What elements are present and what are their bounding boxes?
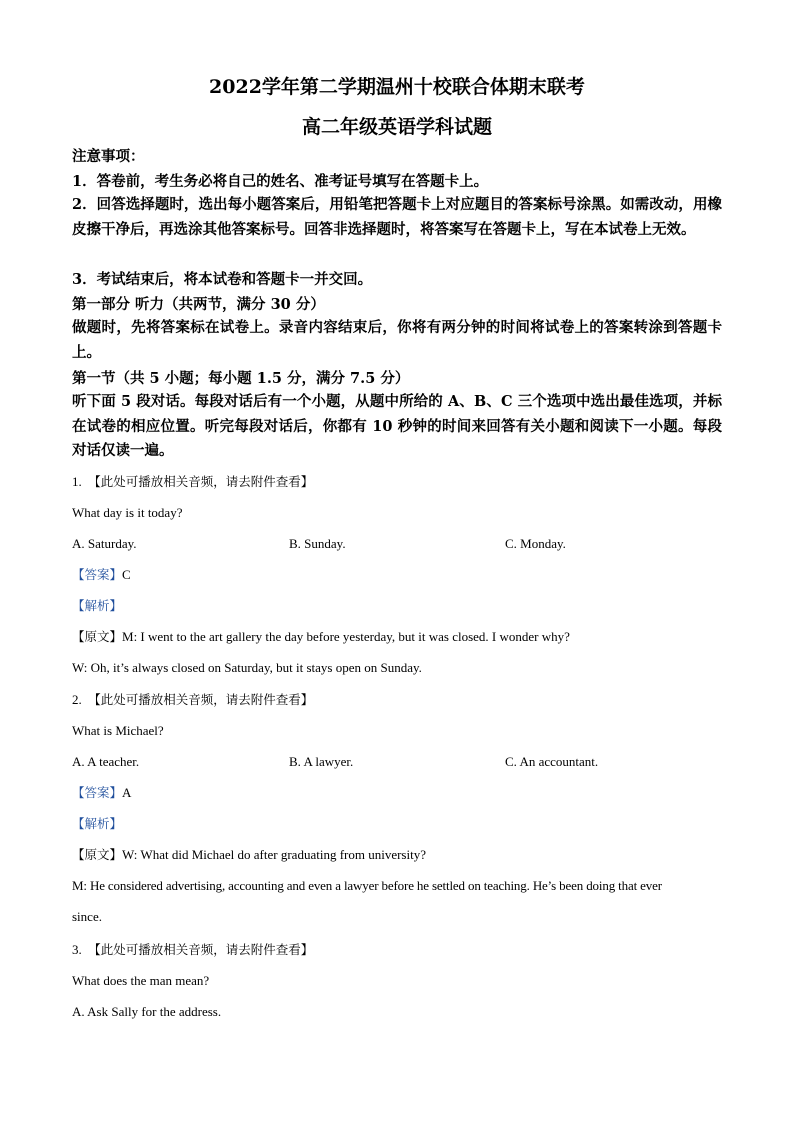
- notice-item-2: 2．回答选择题时，选出每小题答案后，用铅笔把答题卡上对应题目的答案标号涂黑。如需改动，用橡皮擦干净后，再选涂其他答案标号。回答非选择题时，将答案写在答题卡上，写在本试卷上无效。: [72, 196, 722, 238]
- analysis-label: 【解析】: [72, 598, 123, 613]
- question-2-stem: What is Michael?: [72, 723, 164, 738]
- audio-note: 【此处可播放相关音频，请去附件查看】: [88, 474, 314, 489]
- part1-heading: 第一部分 听力（共两节，满分 30 分）: [72, 296, 325, 313]
- answer-value: A: [122, 785, 132, 800]
- transcript-line: M: I went to the art gallery the day before yesterday, but it was closed. I wonder why?: [122, 629, 570, 644]
- question-2-analysis: [72, 808, 732, 839]
- transcript-label: 【原文】: [72, 847, 123, 862]
- exam-title: 2022学年第二学期温州十校联合体期末联考: [209, 76, 585, 98]
- question-1-header: [72, 466, 732, 497]
- question-1-transcript: [72, 621, 732, 652]
- notice-item-1: 1．答卷前，考生务必将自己的姓名、准考证号填写在答题卡上。: [72, 173, 489, 190]
- audio-note: 【此处可播放相关音频，请去附件查看】: [88, 942, 314, 957]
- question-1-option-a: A. Saturday.: [72, 536, 137, 551]
- answer-label: 【答案】: [72, 785, 123, 800]
- transcript-line: W: What did Michael do after graduating from university?: [122, 847, 426, 862]
- question-2-option-b: B. A lawyer.: [289, 754, 354, 769]
- question-number: 2.: [72, 692, 82, 707]
- question-2-transcript-3: since.: [72, 909, 102, 924]
- section1-instruction: 听下面 5 段对话。每段对话后有一个小题，从题中所给的 A、B、C 三个选项中选出最佳选项，并标在试卷的相应位置。听完每段对话后，你都有 10 秒钟的时间来回答有关小题和阅读下一小题。每段对话仅读一遍。: [72, 393, 722, 459]
- question-1-option-c: C. Monday.: [505, 536, 566, 551]
- question-number: 1.: [72, 474, 82, 489]
- question-2-transcript: [72, 839, 732, 870]
- question-1-option-b: B. Sunday.: [289, 536, 346, 551]
- analysis-label: 【解析】: [72, 816, 123, 831]
- section1-heading: 第一节（共 5 小题；每小题 1.5 分，满分 7.5 分）: [72, 370, 410, 387]
- exam-subtitle: 高二年级英语学科试题: [301, 116, 492, 138]
- question-3-header: [72, 934, 732, 965]
- answer-label: 【答案】: [72, 567, 123, 582]
- question-2-answer: [72, 777, 732, 808]
- answer-value: C: [122, 567, 131, 582]
- question-1-analysis: [72, 590, 732, 621]
- notice-heading: 注意事项：: [72, 148, 145, 165]
- question-3-stem: What does the man mean?: [72, 973, 210, 988]
- question-2-header: [72, 684, 732, 715]
- question-1-stem: What day is it today?: [72, 505, 183, 520]
- notice-item-3: 3．考试结束后，将本试卷和答题卡一并交回。: [72, 271, 373, 288]
- question-number: 3.: [72, 942, 82, 957]
- transcript-label: 【原文】: [72, 629, 123, 644]
- question-2-option-c: C. An accountant.: [505, 754, 599, 769]
- audio-note: 【此处可播放相关音频，请去附件查看】: [88, 692, 314, 707]
- question-2-option-a: A. A teacher.: [72, 754, 140, 769]
- part1-instruction: 做题时，先将答案标在试卷上。录音内容结束后，你将有两分钟的时间将试卷上的答案转涂到答题卡上。: [72, 319, 722, 361]
- question-1-answer: [72, 559, 732, 590]
- question-1-transcript-2: W: Oh, it’s always closed on Saturday, but it stays open on Sunday.: [72, 660, 422, 675]
- question-2-transcript-2: M: He considered advertising, accounting and even a lawyer before he settled on teaching. He’s been doing that ever: [72, 878, 662, 893]
- question-3-option-a: A. Ask Sally for the address.: [72, 1004, 222, 1019]
